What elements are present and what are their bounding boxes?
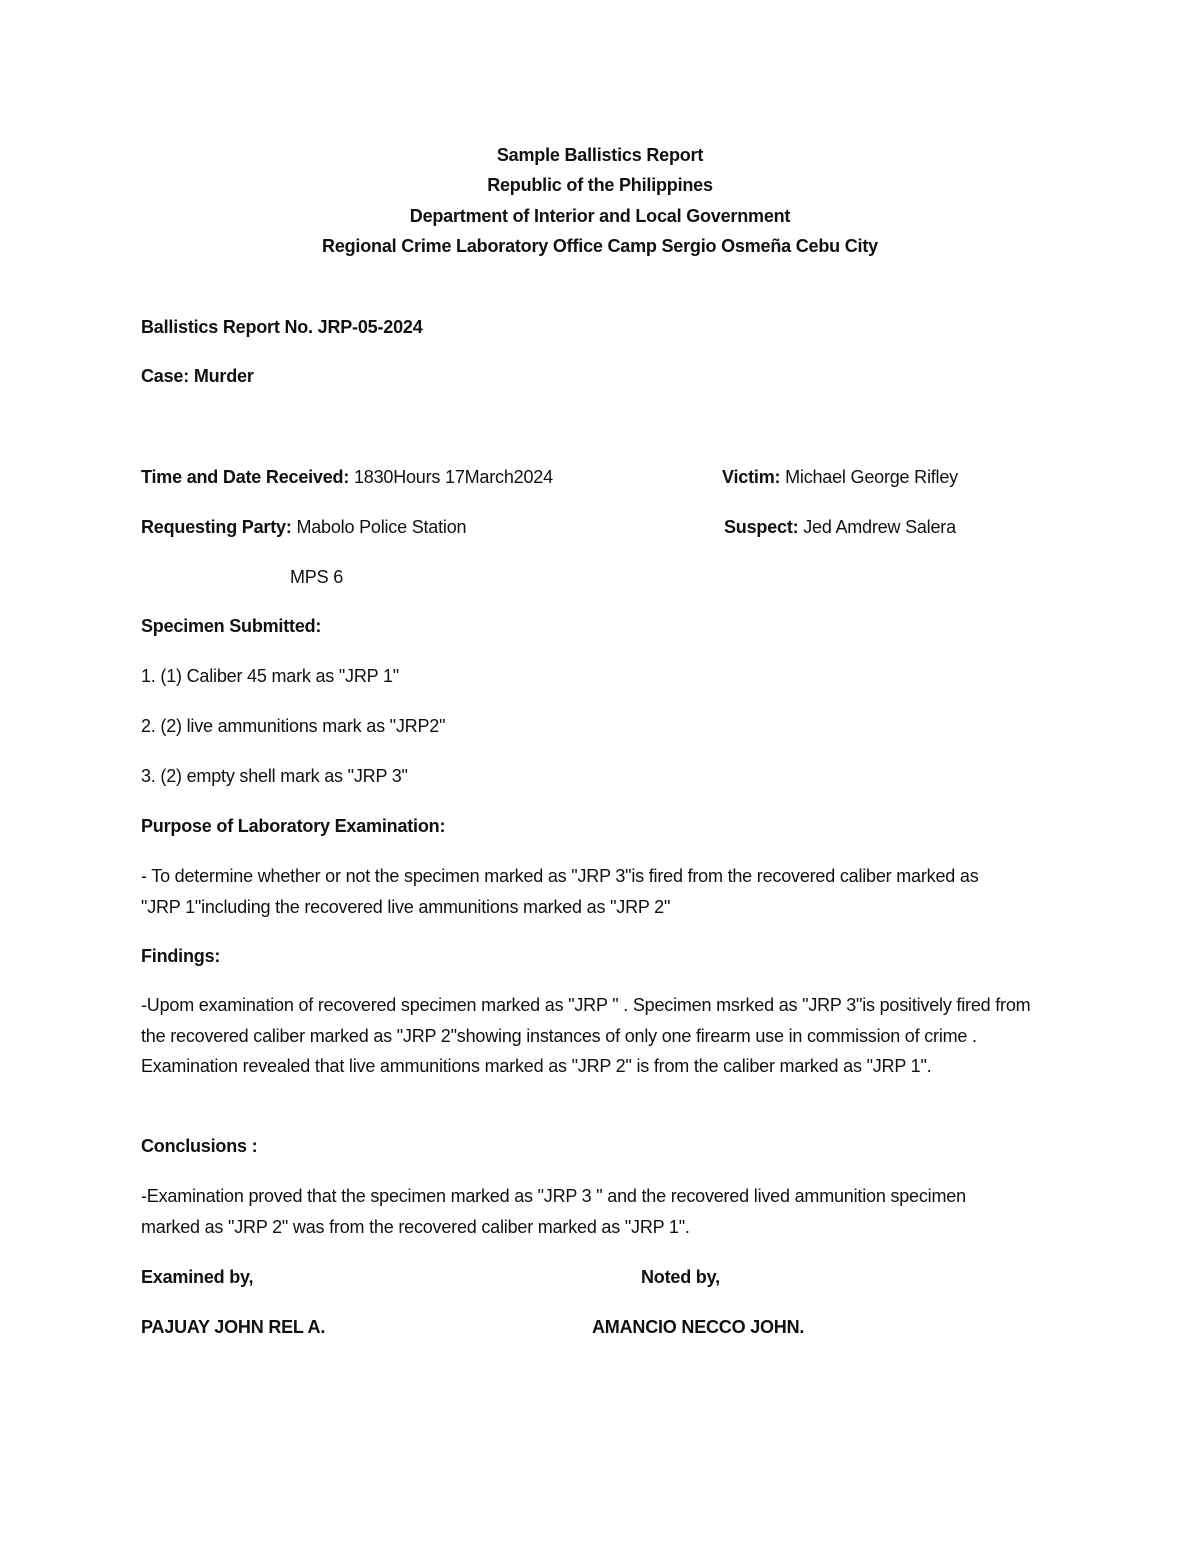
requesting-party-label: Requesting Party:	[141, 517, 292, 537]
findings-heading: Findings:	[141, 946, 221, 966]
findings-text: -Upom examination of recovered specimen marked as "JRP " . Specimen msrked as "JRP 3"is positively fired from the recovered caliber marked as "JRP 2"showing instances of only one firearm use in commission of crime . Examination revealed that live ammunitions marked as "JRP 2" is from the caliber marked as "JRP 1".	[141, 995, 1031, 1076]
specimen-item: 2. (2) live ammunitions mark as "JRP2"	[141, 716, 446, 736]
header-title: Sample Ballistics Report	[496, 145, 704, 165]
conclusions-heading: Conclusions :	[141, 1136, 258, 1156]
specimen-heading: Specimen Submitted:	[141, 616, 322, 636]
noter-name: AMANCIO NECCO JOHN.	[592, 1317, 805, 1337]
victim-label: Victim:	[722, 467, 781, 487]
requesting-party-value: Mabolo Police Station	[291, 517, 467, 537]
examined-by-label: Examined by,	[141, 1267, 254, 1287]
header-republic: Republic of the Philippines	[487, 175, 713, 195]
conclusions-text: -Examination proved that the specimen marked as "JRP 3 " and the recovered lived ammunition specimen marked as "JRP 2" was from the recovered caliber marked as "JRP 1".	[141, 1186, 966, 1237]
header-department: Department of Interior and Local Government	[409, 206, 791, 226]
time-date-label: Time and Date Received:	[141, 467, 350, 487]
header-office: Regional Crime Laboratory Office Camp Sergio Osmeña Cebu City	[322, 236, 878, 256]
purpose-text: - To determine whether or not the specimen marked as "JRP 3"is fired from the recovered caliber marked as "JRP 1"including the recovered live ammunitions marked as "JRP 2"	[141, 866, 979, 917]
suspect-label: Suspect:	[724, 517, 799, 537]
victim-field	[722, 466, 958, 488]
specimen-item: 3. (2) empty shell mark as "JRP 3"	[141, 766, 408, 786]
requesting-party-unit: MPS 6	[290, 567, 344, 587]
noted-by-label: Noted by,	[641, 1267, 720, 1287]
specimen-item: 1. (1) Caliber 45 mark as "JRP 1"	[141, 666, 399, 686]
examiner-name: PAJUAY JOHN REL A.	[141, 1317, 326, 1337]
case-line: Case: Murder	[141, 366, 254, 386]
requesting-party-field	[141, 516, 466, 538]
victim-value: Michael George Rifley	[780, 467, 958, 487]
purpose-heading: Purpose of Laboratory Examination:	[141, 816, 446, 836]
suspect-value: Jed Amdrew Salera	[798, 517, 956, 537]
time-date-received	[141, 466, 553, 488]
report-number: Ballistics Report No. JRP-05-2024	[141, 317, 423, 337]
time-date-value: 1830Hours 17March2024	[349, 467, 553, 487]
suspect-field	[724, 516, 956, 538]
